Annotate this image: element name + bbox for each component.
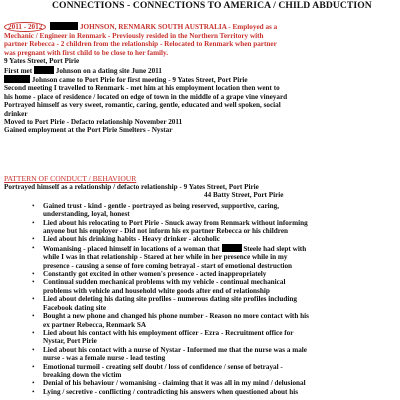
came-suffix: Johnson came to Port Pirie for first meeting - 9 Yates Street, Port Pirie [31, 76, 248, 85]
date-range: 2011 - 2012 [4, 22, 46, 32]
list-item: • Womanising - placed himself in locations of a woman that Steele had slept with while I was in that relationship - Stared at her while in her presence while in my presence - causing a sense of fore coming betrayal - start of emotional destruction [4, 244, 394, 270]
pattern-line: 44 Batty Street, Port Pirie [204, 191, 284, 200]
first-met-suffix: Johnson on a dating site June 2011 [55, 66, 162, 75]
list-item: • Continual sudden mechanical problems with my vehicle - continual mechanical problems with vehicle and household white goods after end of relationship [4, 278, 394, 295]
intro-name-suffix: JOHNSON, RENMARK SOUTH AUSTRALIA - Employed as a [79, 23, 278, 31]
intro-para-line: Gained employment at the Port Pirie Smelters - Nystar [4, 126, 173, 135]
redaction-block [4, 75, 30, 83]
intro-red-line: was pregnant with first child to be close to her family. [4, 48, 169, 57]
intro-red-line: Mechanic / Engineer in Renmark - Previously resided in the Northern Territory with [4, 32, 264, 40]
intro-para-line: Second meeting I travelled to Renmark - met him at his employment location then went to [4, 84, 280, 93]
list-item: • Bought a new phone and changed his phone number - Reason no more contact with his ex partner Rebecca, Renmark SA [4, 312, 394, 329]
conduct-list [4, 202, 394, 396]
list-item: • Emotional turmoil - creating self doubt / loss of confidence / sense of betrayal - breaking down the victim [4, 363, 394, 380]
intro-red-line: partner Rebecca - 2 children from the relationship - Relocated to Renmark when partner [4, 40, 277, 49]
intro-para-line: drinker [4, 109, 28, 118]
list-item: • Lying / secretive - conflicting / contradicting his answers when questioned about his [4, 388, 394, 396]
redaction-block [34, 66, 54, 74]
list-item: • Lied about deleting his dating site profiles - numerous dating site profiles including Facebook dating site [4, 295, 394, 312]
list-item: • Lied about his contact with his employment officer - Ezra - Recruitment office for Nystar, Port Pirie [4, 329, 394, 346]
pattern-heading: PATTERN OF CONDUCT / BEHAVIOUR [4, 174, 137, 183]
intro-first-line [4, 22, 394, 32]
came-line [4, 75, 394, 84]
intro-section [4, 22, 394, 135]
redaction-block [50, 22, 78, 30]
intro-para-line: Moved to Port Pirie - Defacto relationship November 2011 [4, 118, 183, 127]
list-item: • Lied about his drinking habits - Heavy drinker - alcoholic [4, 235, 394, 243]
list-item: • Gained trust - kind - gentle - portrayed as being reserved, supportive, caring, understanding, loyal, honest [4, 202, 394, 219]
list-item: • Constantly got excited in other women's presence - acted inappropriately [4, 270, 394, 278]
document-title: CONNECTIONS - CONNECTIONS TO AMERICA / CHILD ABDUCTION [52, 0, 372, 11]
redaction-block [222, 244, 242, 252]
address-line: 9 Yates Street, Port Pirie [4, 57, 80, 66]
list-item: • Lied about his relocating to Port Pirie - Snuck away from Renmark without informing anyone but his employer - Did not inform his ex partner Rebecca or his children [4, 219, 394, 236]
pattern-line: Portrayed himself as a relationship / defacto relationship - 9 Yates Street, Port Pirie [4, 183, 259, 191]
list-item: • Denial of his behaviour / womanising - claiming that it was all in my mind / delusional [4, 379, 394, 387]
pattern-section [4, 174, 394, 396]
intro-para-line: his home - place of residence / located on edge of town in the middle of a grape vine vineyard [4, 92, 288, 101]
first-met-prefix: First met [4, 66, 33, 75]
first-met-line [4, 66, 394, 75]
intro-para-line: Portrayed himself as very sweet, romantic, caring, gentle, educated and well spoken, social [4, 101, 281, 110]
list-item: • Lied about his contact with a nurse of Nystar - Informed me that the nurse was a male nurse - was a female nurse - lead testing [4, 346, 394, 363]
